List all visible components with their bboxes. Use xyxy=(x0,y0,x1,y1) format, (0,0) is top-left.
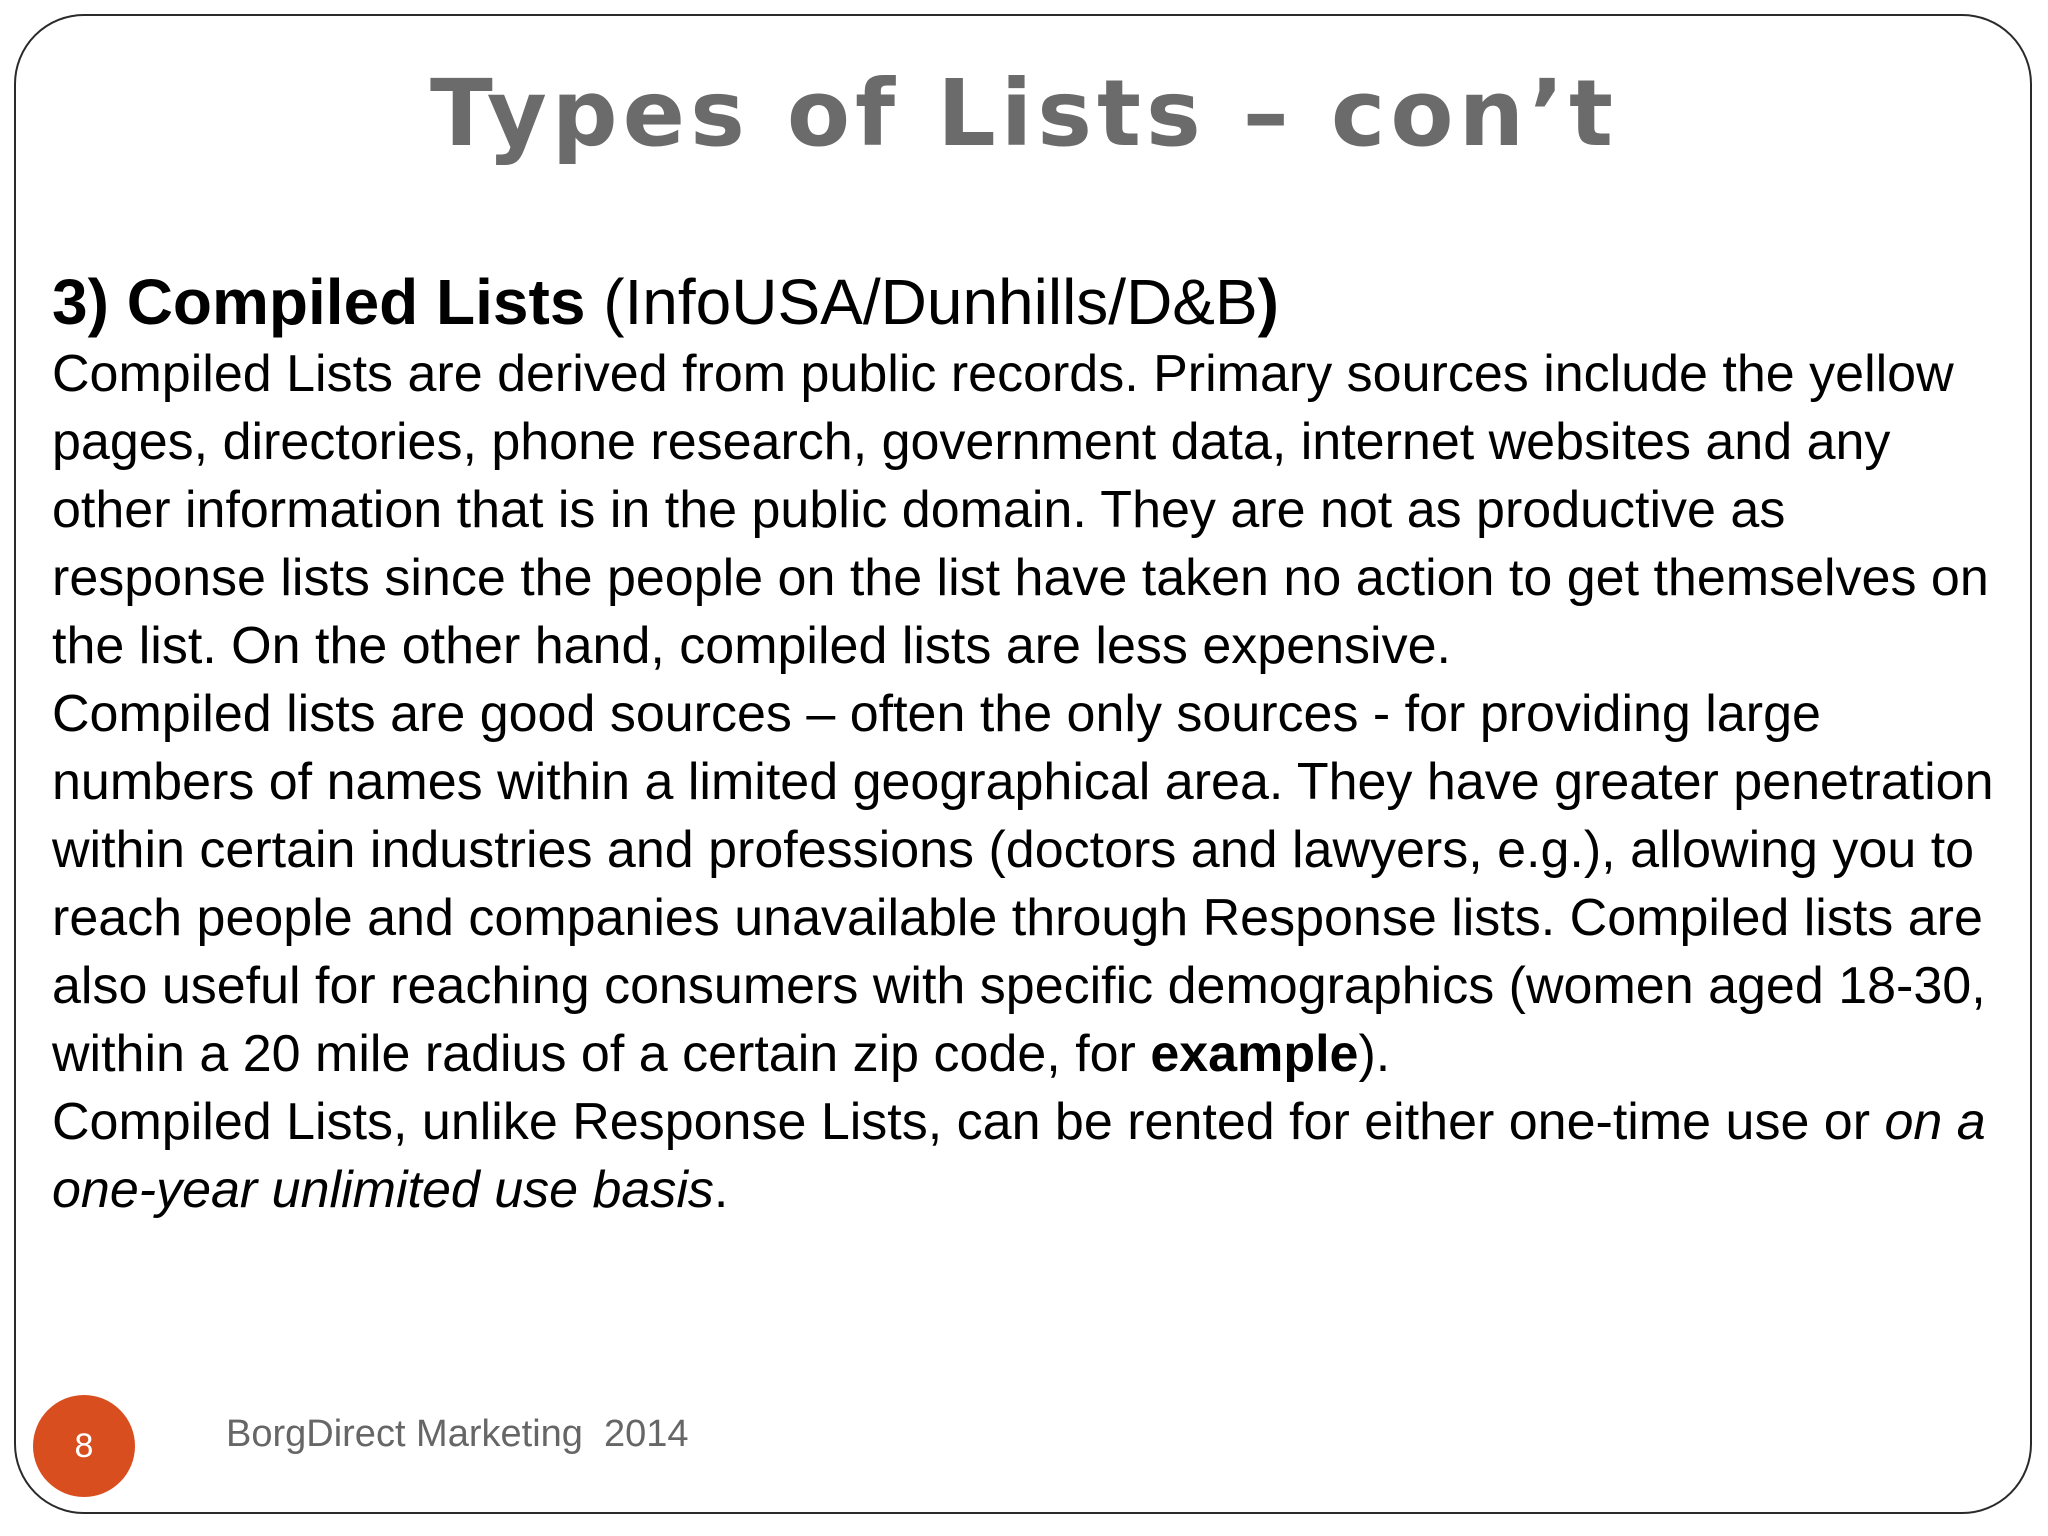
paragraph-2 xyxy=(52,680,2012,1088)
footer-text: BorgDirect Marketing 2014 xyxy=(226,1413,689,1455)
paragraph-3 xyxy=(52,1088,2012,1224)
page-number-badge: 8 xyxy=(33,1395,135,1497)
paragraph-2-text: Compiled lists are good sources – often the only sources - for providing large numbers of names within a limited geographical area. They have greater penetration within certain industries and professions (doctors and lawyers, e.g.), allowing you to reach people and companies unavailable through Response lists. Compiled lists are also useful for reaching consumers with specific demographics (women aged 18-30, within a 20 mile radius of a certain zip code, for xyxy=(52,685,1994,1083)
paragraph-1: Compiled Lists are derived from public records. Primary sources include the yellow pages, directories, phone research, government data, internet websites and any other information that is in the public domain. They are not as productive as response lists since the people on the list have taken no action to get themselves on the list. On the other hand, compiled lists are less expensive. xyxy=(52,345,1989,675)
section-heading-closing-paren: ) xyxy=(1257,266,1279,338)
section-heading xyxy=(52,264,2012,340)
slide-body xyxy=(52,264,2012,1224)
section-heading-title: 3) Compiled Lists xyxy=(52,266,586,338)
paragraph-3-end: . xyxy=(713,1161,729,1219)
paragraph-3-italic: on a one-year unlimited use basis xyxy=(52,1093,1986,1219)
paragraph-3-text: Compiled Lists, unlike Response Lists, can be rented for either one-time use or xyxy=(52,1093,1885,1151)
paragraph-2-bold: example xyxy=(1150,1025,1359,1083)
slide-title: Types of Lists – con’t xyxy=(430,60,1618,167)
section-heading-sources: (InfoUSA/Dunhills/D&B xyxy=(585,266,1258,338)
paragraph-2-end: ). xyxy=(1358,1025,1391,1083)
